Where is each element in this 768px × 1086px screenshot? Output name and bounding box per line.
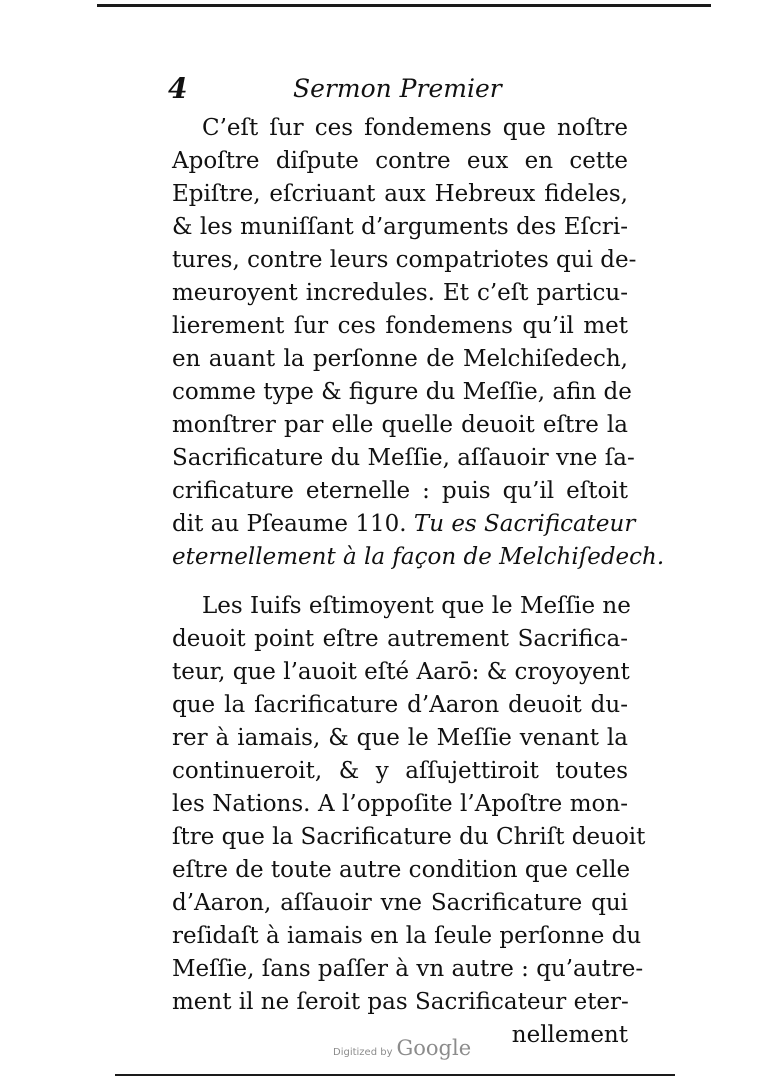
page-number: 4 bbox=[168, 72, 188, 105]
text-line: lierement ſur ces fondemens qu’il met bbox=[172, 313, 628, 339]
scripture-quote: eternellement à la façon de Melchiſedech. bbox=[172, 544, 665, 570]
text-line: Meſſie, ſans paſſer à vn autre : qu’autre- bbox=[172, 956, 644, 982]
text-line: d’Aaron, aſſauoir vne Sacrificature qui bbox=[172, 890, 628, 916]
bottom-rule bbox=[115, 1074, 675, 1076]
digitized-label: Digitized by bbox=[333, 1047, 393, 1058]
text-line: en auant la perſonne de Melchiſedech, bbox=[172, 346, 628, 372]
text-line: Epiſtre, eſcriuant aux Hebreux fideles, bbox=[172, 181, 628, 207]
digitized-by-google-mark bbox=[333, 1036, 471, 1060]
text-line: Les Iuifs eſtimoyent que le Meſſie ne bbox=[202, 593, 631, 619]
body-text bbox=[172, 112, 665, 1052]
text-line: Apoſtre diſpute contre eux en cette bbox=[172, 148, 628, 174]
text-line: dit au Pſeaume 110. bbox=[172, 511, 407, 537]
scripture-quote: Tu es Sacrificateur bbox=[413, 511, 636, 537]
text-line: continueroit, & y aſſujettiroit toutes bbox=[172, 758, 628, 784]
text-line: reſidaſt à iamais en la ſeule perſonne du bbox=[172, 923, 642, 949]
text-line: Sacrificature du Meſſie, aſſauoir vne ſa- bbox=[172, 445, 635, 471]
text-line: comme type & figure du Meſſie, afin de bbox=[172, 379, 632, 405]
text-line: & les muniſſant d’arguments des Eſcri- bbox=[172, 214, 628, 240]
text-line-with-quote bbox=[172, 508, 636, 541]
text-line: deuoit point eſtre autrement Sacrifica- bbox=[172, 626, 628, 652]
text-line: rer à iamais, & que le Meſſie venant la bbox=[172, 725, 628, 751]
running-head: Sermon Premier bbox=[293, 74, 502, 103]
text-line: les Nations. A l’oppoſite l’Apoſtre mon- bbox=[172, 791, 628, 817]
catchword: nellement bbox=[511, 1022, 628, 1048]
text-line: tures, contre leurs compatriotes qui de- bbox=[172, 247, 637, 273]
text-line: ment il ne ſeroit pas Sacrificateur eter- bbox=[172, 989, 629, 1015]
text-line: teur, que l’auoit eſté Aarō: & croyoyent bbox=[172, 659, 630, 685]
text-line: monſtrer par elle quelle deuoit eſtre la bbox=[172, 412, 628, 438]
text-line: crificature eternelle : puis qu’il eſtoit bbox=[172, 478, 628, 504]
text-line: ſtre que la Sacrificature du Chriſt deuoit bbox=[172, 824, 646, 850]
text-line: meuroyent incredules. Et c’eſt particu- bbox=[172, 280, 628, 306]
text-line: eſtre de toute autre condition que celle bbox=[172, 857, 631, 883]
text-line: que la ſacrificature d’Aaron deuoit du- bbox=[172, 692, 628, 718]
google-logo: Google bbox=[396, 1036, 472, 1060]
text-line: C’eſt ſur ces fondemens que noſtre bbox=[202, 115, 628, 141]
top-rule bbox=[97, 4, 711, 7]
